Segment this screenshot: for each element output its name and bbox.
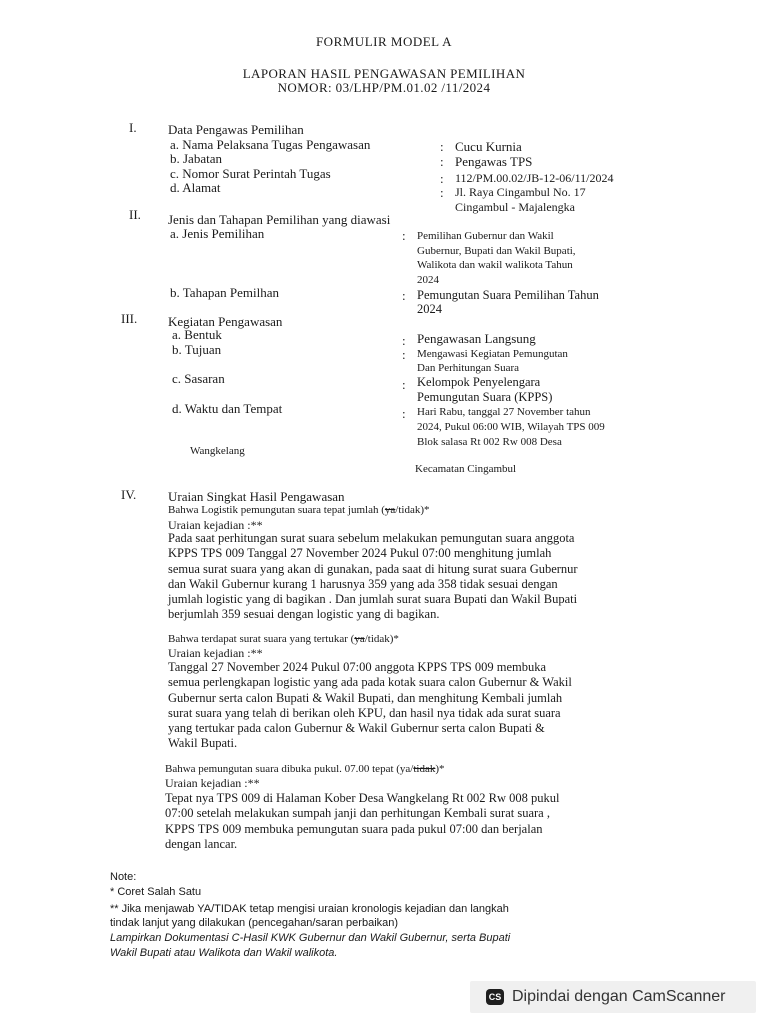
uraian-2-label: Uraian kejadian :** <box>168 646 263 660</box>
bentuk-label: a. Bentuk <box>172 327 222 342</box>
sasaran-value-line: Pemungutan Suara (KPPS) <box>417 390 553 404</box>
paragraph-line: Pada saat perhitungan surat suara sebelum melakukan pemungutan suara anggota <box>168 531 575 545</box>
jenis-value-line: Pemilihan Gubernur dan Wakil <box>417 230 554 242</box>
item-alamat-value-2: Cingambul - Majalengka <box>455 200 575 214</box>
colon: : <box>402 406 406 421</box>
question-2-suffix: /tidak)* <box>364 633 399 645</box>
paragraph-line: 07:00 setelah melakukan sumpah janji dan perhitungan Kembali surat suara , <box>165 806 550 821</box>
question-1-ya: ya <box>384 504 396 516</box>
uraian-2-paragraph <box>168 660 572 752</box>
paragraph-line: dengan lancar. <box>165 836 238 851</box>
form-title: FORMULIR MODEL A <box>315 34 453 49</box>
place-right: Kecamatan Cingambul <box>415 463 517 475</box>
note-2-line-1: ** Jika menjawab YA/TIDAK tetap mengisi uraian kronologis kejadian dan langkah <box>110 903 509 915</box>
paragraph-line: semua surat suara yang akan di gunakan, pada saat di hitung surat suara Gubernur <box>168 561 578 576</box>
note-3-line-1: Lampirkan Dokumentasi C-Hasil KWK Gubernur dan Wakil Gubernur, serta Bupati <box>110 932 511 944</box>
uraian-3-paragraph <box>165 791 559 852</box>
jenis-value-line: Gubernur, Bupati dan Wakil Bupati, <box>417 244 576 257</box>
item-alamat-value: Jl. Raya Cingambul No. 17 <box>455 185 586 199</box>
colon: : <box>440 171 444 186</box>
question-3-suffix: )* <box>435 763 445 775</box>
waktu-value-line: Blok salasa Rt 002 Rw 008 Desa <box>417 436 562 448</box>
section-2-heading: Jenis dan Tahapan Pemilihan yang diawasi <box>168 212 391 227</box>
jenis-value-line: 2024 <box>417 273 439 286</box>
camscanner-logo-icon: CS <box>486 989 504 1005</box>
section-1-heading: Data Pengawas Pemilihan <box>168 122 304 137</box>
paragraph-line: KPPS TPS 009 Tanggal 27 November 2024 Pukul 07:00 menghitung jumlah <box>168 546 552 561</box>
note-2-line-2: tindak lanjut yang dilakukan (pencegahan/saran perbaikan) <box>110 917 399 929</box>
section-3-heading: Kegiatan Pengawasan <box>168 314 283 329</box>
question-2 <box>168 633 399 645</box>
question-1-suffix: /tidak)* <box>395 504 430 516</box>
paragraph-line: KPPS TPS 009 membuka pemungutan suara pada pukul 07:00 dan berjalan <box>165 821 543 836</box>
tahapan-label: b. Tahapan Pemilhan <box>170 285 279 300</box>
tahapan-value-line: Pemungutan Suara Pemilihan Tahun <box>417 288 599 302</box>
uraian-3-label: Uraian kejadian :** <box>165 776 260 790</box>
section-4-roman: IV. <box>121 487 137 502</box>
question-3-tidak: tidak <box>413 763 436 775</box>
section-3-roman: III. <box>121 311 138 326</box>
jenis-value-line: Walikota dan wakil walikota Tahun <box>417 259 573 271</box>
note-title: Note: <box>110 871 137 883</box>
waktu-value <box>417 405 605 450</box>
section-4-heading: Uraian Singkat Hasil Pengawasan <box>168 489 345 504</box>
question-1 <box>168 504 430 516</box>
item-nama-label: a. Nama Pelaksana Tugas Pengawasan <box>170 137 371 152</box>
item-jabatan-label: b. Jabatan <box>170 151 222 166</box>
colon: : <box>402 228 406 243</box>
tahapan-value <box>417 288 599 316</box>
paragraph-line: Wakil Bupati. <box>168 736 238 751</box>
question-1-prefix: Bahwa Logistik pemungutan suara tepat jumlah ( <box>168 504 385 516</box>
item-nomor-label: c. Nomor Surat Perintah Tugas <box>170 166 331 181</box>
item-nama-value: Cucu Kurnia <box>455 139 522 154</box>
question-3-prefix: Bahwa pemungutan suara dibuka pukul. 07.00 tepat (ya/ <box>165 763 414 775</box>
paragraph-line: Gubernur serta calon Bupati & Wakil Bupati, dan menghitung Kembali jumlah <box>168 690 563 705</box>
colon: : <box>402 333 406 348</box>
waktu-value-line: Hari Rabu, tanggal 27 November tahun <box>417 406 591 418</box>
paragraph-line: yang tertukar pada calon Gubernur & Wakil Gubernur serta calon Bupati & <box>168 721 545 736</box>
bentuk-value: Pengawasan Langsung <box>417 331 536 346</box>
paragraph-line: jumlah logistic yang di bagikan . Dan jumlah surat suara Bupati dan Wakil Bupati <box>168 592 578 607</box>
item-alamat-label: d. Alamat <box>170 180 221 195</box>
item-jabatan-value: Pengawas TPS <box>455 154 533 169</box>
paragraph-line: Tepat nya TPS 009 di Halaman Kober Desa Wangkelang Rt 002 Rw 008 pukul <box>165 791 560 805</box>
tahapan-value-line: 2024 <box>417 302 442 316</box>
uraian-1-paragraph <box>168 531 578 623</box>
colon: : <box>402 288 406 303</box>
camscanner-text: Dipindai dengan CamScanner <box>512 988 726 1005</box>
section-1-roman: I. <box>129 120 137 135</box>
waktu-value-line: 2024, Pukul 06:00 WIB, Wilayah TPS 009 <box>417 421 605 433</box>
paragraph-line: Tanggal 27 November 2024 Pukul 07:00 anggota KPPS TPS 009 membuka <box>168 660 547 674</box>
sasaran-value-line: Kelompok Penyelengara <box>417 375 541 389</box>
colon: : <box>402 347 406 362</box>
jenis-label: a. Jenis Pemilihan <box>170 226 265 241</box>
question-2-ya: ya <box>354 633 365 645</box>
uraian-1-label: Uraian kejadian :** <box>168 518 263 532</box>
paragraph-line: dan Wakil Gubernur kurang 1 harusnya 359 yang ada 358 tidak sesuai dengan <box>168 576 558 591</box>
report-title: LAPORAN HASIL PENGAWASAN PEMILIHAN <box>242 66 526 81</box>
camscanner-watermark <box>470 981 756 1013</box>
paragraph-line: semua perlengkapan logistic yang ada pada kotak suara calon Gubernur & Wakil <box>168 675 572 690</box>
sasaran-value <box>417 375 552 405</box>
question-3 <box>165 763 445 775</box>
waktu-label: d. Waktu dan Tempat <box>172 401 283 416</box>
tujuan-value <box>417 347 568 375</box>
report-number: NOMOR: 03/LHP/PM.01.02 /11/2024 <box>277 80 491 95</box>
jenis-value <box>417 229 576 287</box>
note-1: * Coret Salah Satu <box>110 886 202 898</box>
paragraph-line: surat suara yang telah di berikan oleh KPU, dan hasil nya tidak ada surat suara <box>168 705 561 720</box>
colon: : <box>402 377 406 392</box>
paragraph-line: berjumlah 359 sesuai dengan logistic yang di bagikan. <box>168 607 440 622</box>
tujuan-label: b. Tujuan <box>172 342 222 357</box>
item-nomor-value: 112/PM.00.02/JB-12-06/11/2024 <box>455 171 614 185</box>
sasaran-label: c. Sasaran <box>172 371 225 386</box>
tujuan-value-line: Mengawasi Kegiatan Pemungutan <box>417 348 568 360</box>
colon: : <box>440 139 444 154</box>
colon: : <box>440 185 444 200</box>
colon: : <box>440 154 444 169</box>
tujuan-value-line: Dan Perhitungan Suara <box>417 362 520 374</box>
section-2-roman: II. <box>129 207 141 222</box>
place-left: Wangkelang <box>190 445 245 457</box>
question-2-prefix: Bahwa terdapat surat suara yang tertukar ( <box>168 633 355 645</box>
note-3-line-2: Wakil Bupati atau Walikota dan Wakil walikota. <box>110 947 338 959</box>
